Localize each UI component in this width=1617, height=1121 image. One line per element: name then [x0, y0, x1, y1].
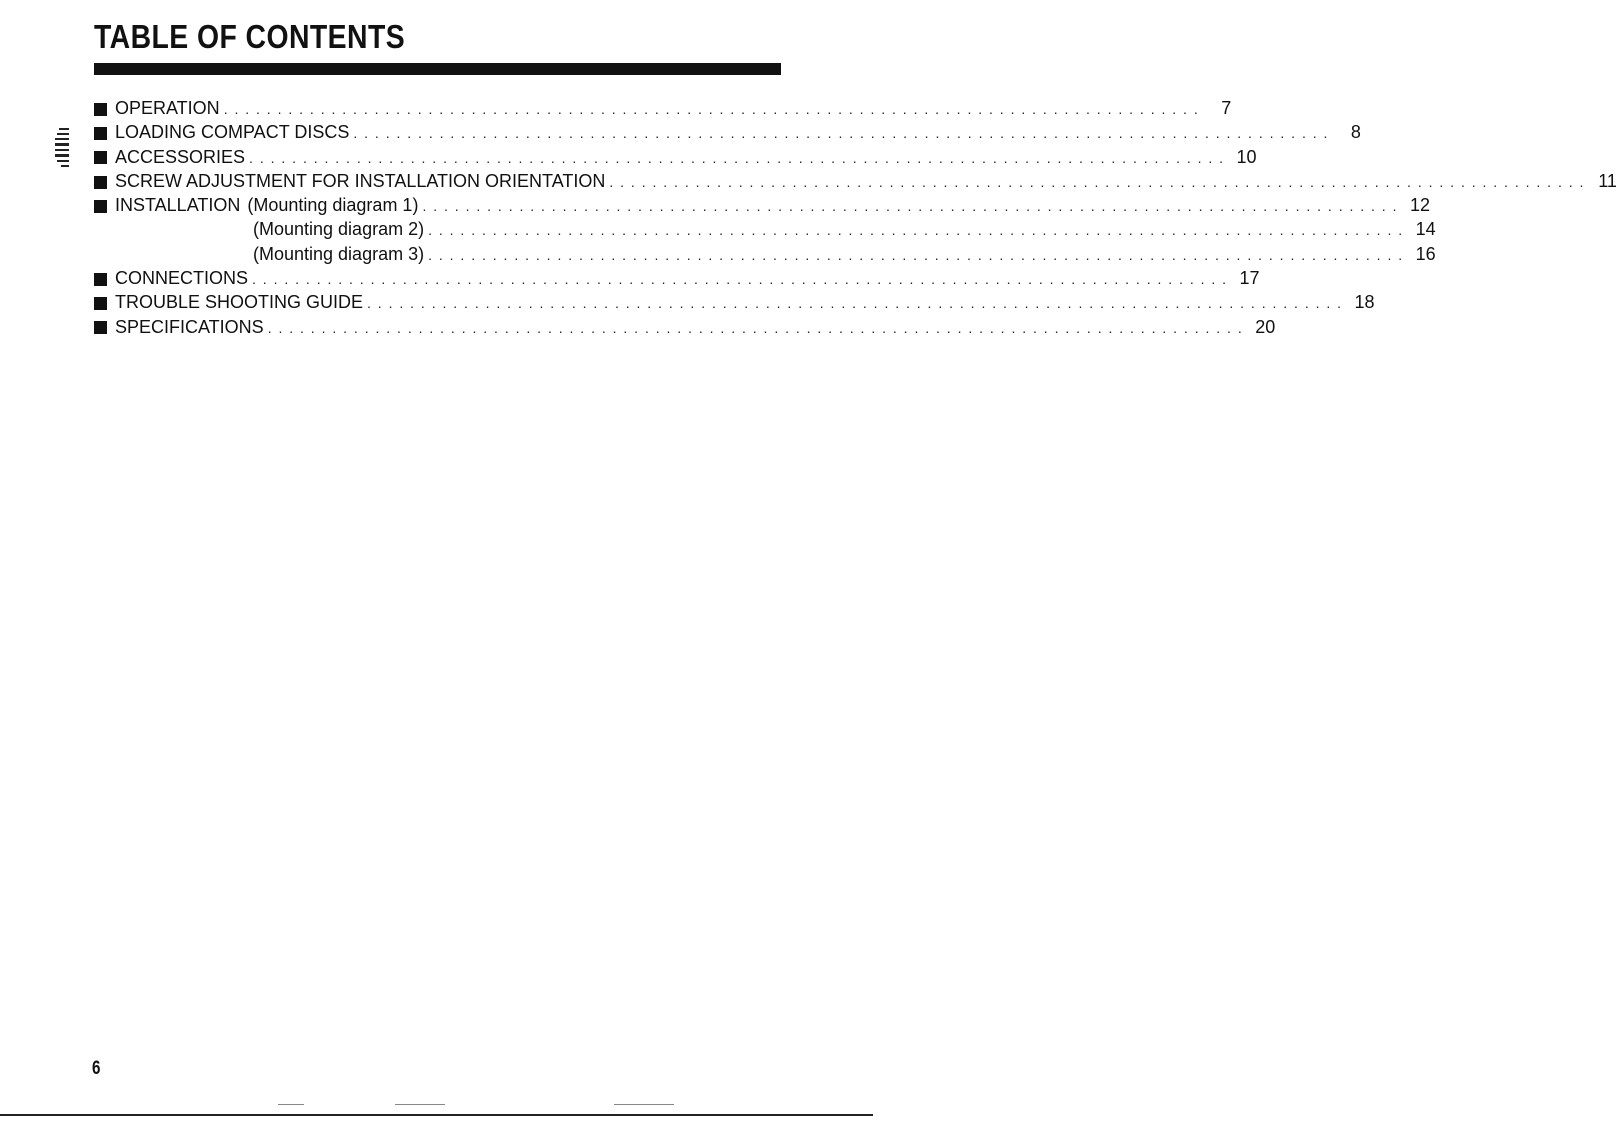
dot-leader: . . . . . . . . . . . . . . . . . . . . . . . . . . . . . . . . . . . . . . . . . . . . . . . . . . . . . . . . . . . . . . . . . . . . . . . . . . . . . . . . . . . . . . . . . . .: [267, 319, 1244, 336]
page-bottom-edge: [0, 1114, 873, 1116]
square-bullet-icon: [94, 151, 107, 164]
square-bullet-icon: [94, 200, 107, 213]
toc-entry-page: 18: [1354, 292, 1375, 313]
dot-leader: . . . . . . . . . . . . . . . . . . . . . . . . . . . . . . . . . . . . . . . . . . . . . . . . . . . . . . . . . . . . . . . . . . . . . . . . . . . . . . . . . . . . . . . . . . .: [252, 271, 1228, 288]
dot-leader: . . . . . . . . . . . . . . . . . . . . . . . . . . . . . . . . . . . . . . . . . . . . . . . . . . . . . . . . . . . . . . . . . . . . . . . . . . . . . . . . . . . . . . . . . . .: [249, 149, 1225, 166]
dot-leader: . . . . . . . . . . . . . . . . . . . . . . . . . . . . . . . . . . . . . . . . . . . . . . . . . . . . . . . . . . . . . . . . . . . . . . . . . . . . . . . . . . . . . . . . . . .: [428, 222, 1404, 239]
toc-entry-label: CONNECTIONS: [115, 268, 249, 289]
square-bullet-icon: [94, 273, 107, 286]
dot-leader: . . . . . . . . . . . . . . . . . . . . . . . . . . . . . . . . . . . . . . . . . . . . . . . . . . . . . . . . . . . . . . . . . . . . . . . . . . . . . . . . . . . . . . . . . . .: [422, 198, 1398, 215]
dot-leader: . . . . . . . . . . . . . . . . . . . . . . . . . . . . . . . . . . . . . . . . . . . . . . . . . . . . . . . . . . . . . . . . . . . . . . . . . . . . . . . . . . . . . . . . . . .: [609, 173, 1585, 190]
binding-marks: [55, 128, 69, 188]
toc-entry-specifications[interactable]: [94, 315, 1276, 339]
dot-leader: . . . . . . . . . . . . . . . . . . . . . . . . . . . . . . . . . . . . . . . . . . . . . . . . . . . . . . . . . . . . . . . . . . . . . . . . . . . . . . . . . . . . . . . . . . .: [428, 246, 1404, 263]
toc-entry-operation[interactable]: [94, 96, 1232, 120]
square-bullet-icon: [94, 297, 107, 310]
toc-entry-trouble-shooting-guide[interactable]: [94, 290, 1375, 314]
toc-entry-page: 8: [1350, 122, 1361, 143]
toc-list: [94, 96, 1617, 339]
toc-entry-page: 10: [1236, 146, 1257, 167]
dot-leader: . . . . . . . . . . . . . . . . . . . . . . . . . . . . . . . . . . . . . . . . . . . . . . . . . . . . . . . . . . . . . . . . . . . . . . . . . . . . . . . . . . . . . . . . . . .: [353, 125, 1329, 142]
page-number: 6: [92, 1058, 101, 1079]
scan-artifact: [278, 1104, 304, 1105]
toc-entry-page: 17: [1239, 268, 1260, 289]
dot-leader: . . . . . . . . . . . . . . . . . . . . . . . . . . . . . . . . . . . . . . . . . . . . . . . . . . . . . . . . . . . . . . . . . . . . . . . . . . . . . . . . . . . . . . . . . . .: [223, 101, 1200, 117]
toc-entry-mounting-diagram-3[interactable]: [94, 242, 1436, 266]
toc-entry-label: SPECIFICATIONS: [115, 316, 264, 337]
toc-entry-sublabel: (Mounting diagram 1): [247, 195, 419, 216]
toc-entry-page: 14: [1415, 219, 1436, 240]
toc-entry-accessories[interactable]: [94, 145, 1257, 169]
square-bullet-icon: [94, 103, 107, 116]
toc-entry-loading-compact-discs[interactable]: [94, 120, 1361, 144]
toc-entry-page: 7: [1221, 98, 1232, 118]
square-bullet-icon: [94, 127, 107, 140]
square-bullet-icon: [94, 321, 107, 334]
toc-entry-mounting-diagram-2[interactable]: [94, 217, 1436, 241]
square-bullet-icon: [94, 176, 107, 189]
scan-artifact: [614, 1104, 674, 1105]
toc-entry-label: LOADING COMPACT DISCS: [115, 122, 350, 143]
toc-entry-label: SCREW ADJUSTMENT FOR INSTALLATION ORIENTATION: [115, 170, 606, 191]
toc-entry-label: TROUBLE SHOOTING GUIDE: [115, 292, 364, 313]
toc-entry-page: 12: [1409, 195, 1430, 216]
page-title: TABLE OF CONTENTS: [94, 18, 406, 55]
toc-entry-screw-adjustment[interactable]: [94, 169, 1617, 193]
toc-entry-connections[interactable]: [94, 266, 1260, 290]
scan-artifact: [395, 1104, 445, 1105]
dot-leader: . . . . . . . . . . . . . . . . . . . . . . . . . . . . . . . . . . . . . . . . . . . . . . . . . . . . . . . . . . . . . . . . . . . . . . . . . . . . . . . . . . . . . . . . . . .: [367, 295, 1343, 312]
toc-entry-label: INSTALLATION: [115, 195, 241, 216]
toc-entry-label: OPERATION: [115, 98, 220, 118]
toc-entry-sublabel: (Mounting diagram 2): [253, 219, 425, 240]
toc-entry-page: 16: [1415, 243, 1436, 264]
title-rule: [94, 63, 781, 75]
toc-entry-sublabel: (Mounting diagram 3): [253, 243, 425, 264]
toc-entry-label: ACCESSORIES: [115, 146, 246, 167]
toc-entry-page: 20: [1255, 316, 1276, 337]
toc-entry-page: 11: [1598, 170, 1617, 191]
toc-entry-installation[interactable]: [94, 193, 1430, 217]
